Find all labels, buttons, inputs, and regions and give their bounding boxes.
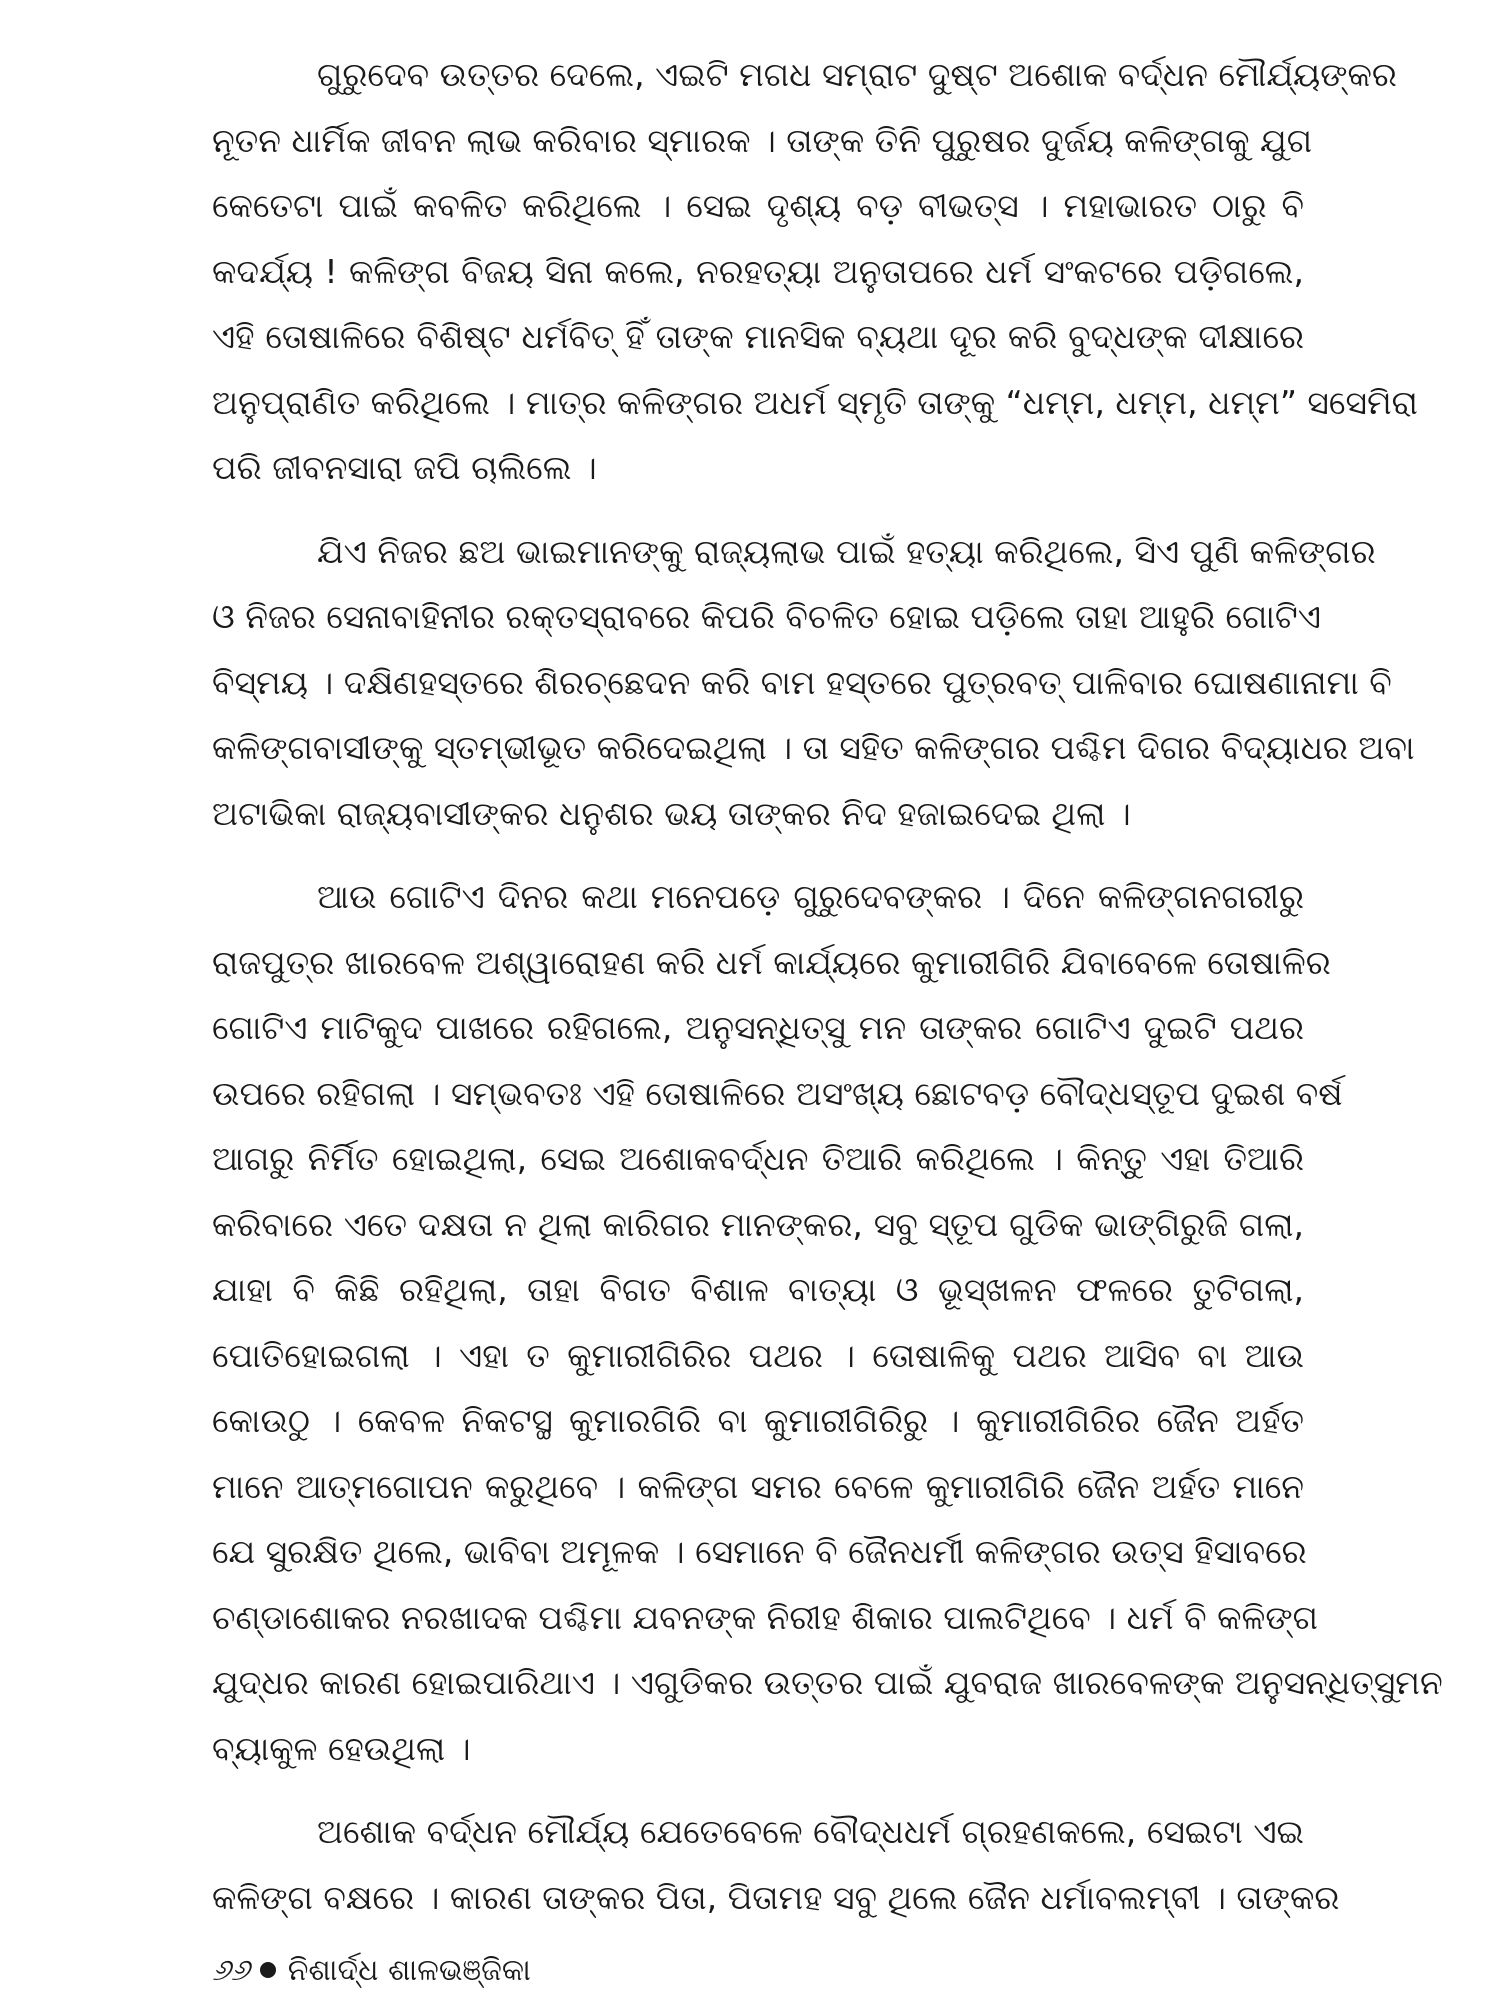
text-line: ନୂତନ ଧାର୍ମିକ ଜୀବନ ଲାଭ କରିବାର ସ୍ମାରକ । ତାଙ୍କ ତିନି ପୁରୁଷର ଦୁର୍ଜୟ କଳିଙ୍ଗକୁ ଯୁଗ	[212, 120, 1313, 160]
text-line: ଯାହା ବି କିଛି ରହିଥିଲା, ତାହା ବିଗତ ବିଶାଳ ବାତ୍ୟା ଓ ଭୂସ୍ଖଳନ ଫଳରେ ତୁଟିଗଲା,	[212, 1270, 1304, 1309]
paragraph-4	[212, 1799, 1340, 1930]
text-line: ବିସ୍ମୟ । ଦକ୍ଷିଣହସ୍ତରେ ଶିରଚ୍ଛେଦନ କରି ବାମ ହସ୍ତରେ ପୁତ୍ରବତ୍ ପାଳିବାର ଘୋଷଣାନାମା ବି	[212, 662, 1392, 702]
text-line: ଅଟାଭିକା ରାଜ୍ୟବାସୀଙ୍କର ଧନୁଶର ଭୟ ତାଙ୍କର ନିଦ ହଜାଇଦେଇ ଥିଲା ।	[212, 793, 1131, 833]
text-line: ଏହି ତୋଷାଳିରେ ବିଶିଷ୍ଟ ଧର୍ମବିତ୍ ହିଁ ତାଙ୍କ ମାନସିକ ବ୍ୟଥା ଦୂର କରି ବୁଦ୍ଧଙ୍କ ଦୀକ୍ଷାରେ	[212, 317, 1304, 356]
text-line: କରିବାରେ ଏତେ ଦକ୍ଷତା ନ ଥିଲା କାରିଗର ମାନଙ୍କର, ସବୁ ସ୍ତୂପ ଗୁଡିକ ଭାଙ୍ଗିରୁଜି ଗଲା,	[212, 1204, 1304, 1244]
text-line: ମାନେ ଆତ୍ମଗୋପନ କରୁଥିବେ । କଳିଙ୍ଗ ସମର ବେଳେ କୁମାରୀଗିରି ଜୈନ ଅର୍ହତ ମାନେ	[212, 1466, 1304, 1506]
page-number: ୬୬	[212, 1952, 250, 1988]
text-line: କଳିଙ୍ଗ ବକ୍ଷରେ । କାରଣ ତାଙ୍କର ପିତା, ପିତାମହ ସବୁ ଥିଲେ ଜୈନ ଧର୍ମାବଲମ୍ବୀ । ତାଙ୍କର	[212, 1877, 1340, 1917]
paragraph-2	[212, 519, 1415, 847]
text-line: କଦର୍ଯ୍ୟ ! କଳିଙ୍ଗ ବିଜୟ ସିନା କଲେ, ନରହତ୍ୟା ଅନୁତାପରେ ଧର୍ମ ସଂକଟରେ ପଡ଼ିଗଲେ,	[212, 251, 1304, 291]
text-line: ଗୁରୁଦେବ ଉତ୍ତର ଦେଲେ, ଏଇଟି ମଗଧ ସମ୍ରାଟ ଦୁଷ୍ଟ ଅଶୋକ ବର୍ଦ୍ଧନ ମୌର୍ଯ୍ୟଙ୍କର	[317, 55, 1397, 94]
text-line: ଗୋଟିଏ ମାଟିକୁଦ ପାଖରେ ରହିଗଲେ, ଅନୁସନ୍ଧିତ୍ସୁ ମନ ତାଙ୍କର ଗୋଟିଏ ଦୁଇଟି ପଥର	[212, 1008, 1304, 1047]
paragraph-1	[212, 42, 1418, 501]
text-line: ବ୍ୟାକୁଳ ହେଉଥିଲା ।	[212, 1728, 471, 1768]
text-line: ଓ ନିଜର ସେନାବାହିନୀର ରକ୍ତସ୍ରାବରେ କିପରି ବିଚଳିତ ହୋଇ ପଡ଼ିଲେ ତାହା ଆହୁରି ଗୋଟିଏ	[212, 597, 1321, 636]
text-line: କେତେଟା ପାଇଁ କବଳିତ କରିଥିଲେ । ସେଇ ଦୃଶ୍ୟ ବଡ଼ ବୀଭତ୍ସ । ମହାଭାରତ ଠାରୁ ବି	[212, 186, 1304, 225]
text-line: ପରି ଜୀବନସାରା ଜପି ଚାଲିଲେ ।	[212, 448, 597, 487]
text-line: ଯୁଦ୍ଧର କାରଣ ହୋଇପାରିଥାଏ । ଏଗୁଡିକର ଉତ୍ତର ପାଇଁ ଯୁବରାଜ ଖାରବେଳଙ୍କ ଅନୁସନ୍ଧିତ୍ସୁମନ	[212, 1663, 1443, 1702]
text-line: ଯେ ସୁରକ୍ଷିତ ଥିଲେ, ଭାବିବା ଅମୂଳକ । ସେମାନେ ବି ଜୈନଧର୍ମୀ କଳିଙ୍ଗର ଉତ୍ସ ହିସାବରେ	[212, 1532, 1307, 1571]
bullet-icon	[260, 1962, 276, 1978]
text-line: ରାଜପୁତ୍ର ଖାରବେଳ ଅଶ୍ୱାରୋହଣ କରି ଧର୍ମ କାର୍ଯ୍ୟରେ କୁମାରୀଗିରି ଯିବାବେଳେ ତୋଷାଳିର	[212, 942, 1331, 982]
text-line: ଯିଏ ନିଜର ଛଅ ଭାଇମାନଙ୍କୁ ରାଜ୍ୟଲାଭ ପାଇଁ ହତ୍ୟା କରିଥିଲେ, ସିଏ ପୁଣି କଳିଙ୍ଗର	[317, 531, 1376, 571]
text-line: ଅନୁପ୍ରାଣିତ କରିଥିଲେ । ମାତ୍ର କଳିଙ୍ଗର ଅଧର୍ମ ସ୍ମୃତି ତାଙ୍କୁ “ଧମ୍ମ, ଧମ୍ମ, ଧମ୍ମ” ସସେମିରା	[212, 382, 1418, 422]
book-title: ନିଶାର୍ଦ୍ଧ ଶାଳଭଞ୍ଜିକା	[287, 1952, 531, 1988]
text-line: ପୋତିହୋଇଗଲା । ଏହା ତ କୁମାରୀଗିରିର ପଥର । ତୋଷାଳିକୁ ପଥର ଆସିବ ବା ଆଉ	[212, 1335, 1304, 1375]
page-footer	[212, 1950, 531, 1990]
text-line: କଳିଙ୍ଗବାସୀଙ୍କୁ ସ୍ତମ୍ଭୀଭୂତ କରିଦେଇଥିଲା । ତା ସହିତ କଳିଙ୍ଗର ପଶ୍ଚିମ ଦିଗର ବିଦ୍ୟାଧର ଅବା	[212, 728, 1415, 767]
text-line: ଉପରେ ରହିଗଲା । ସମ୍ଭବତଃ ଏହି ତୋଷାଳିରେ ଅସଂଖ୍ୟ ଛୋଟବଡ଼ ବୌଦ୍ଧସ୍ତୂପ ଦୁଇଶ ବର୍ଷ	[212, 1073, 1343, 1113]
paragraph-3	[212, 864, 1443, 1781]
text-line: ଚଣ୍ଡାଶୋକର ନରଖାଦକ ପଶ୍ଚିମା ଯବନଙ୍କ ନିରୀହ ଶିକାର ପାଲଟିଥିବେ । ଧର୍ମ ବି କଳିଙ୍ଗ	[212, 1597, 1318, 1637]
text-line: ଆଉ ଗୋଟିଏ ଦିନର କଥା ମନେପଡ଼େ ଗୁରୁଦେବଙ୍କର । ଦିନେ କଳିଙ୍ଗନଗରୀରୁ	[317, 877, 1304, 916]
text-line: କୋଉଠୁ । କେବଳ ନିକଟସ୍ଥ କୁମାରଗିରି ବା କୁମାରୀଗିରିରୁ । କୁମାରୀଗିରିର ଜୈନ ଅର୍ହତ	[212, 1401, 1304, 1440]
text-line: ଆଗରୁ ନିର୍ମିତ ହୋଇଥିଲା, ସେଇ ଅଶୋକବର୍ଦ୍ଧନ ତିଆରି କରିଥିଲେ । କିନ୍ତୁ ଏହା ତିଆରି	[212, 1139, 1304, 1178]
text-line: ଅଶୋକ ବର୍ଦ୍ଧନ ମୌର୍ଯ୍ୟ ଯେତେବେଳେ ବୌଦ୍ଧଧର୍ମ ଗ୍ରହଣକଲେ, ସେଇଟା ଏଇ	[317, 1812, 1304, 1851]
page-body	[212, 42, 1443, 1948]
